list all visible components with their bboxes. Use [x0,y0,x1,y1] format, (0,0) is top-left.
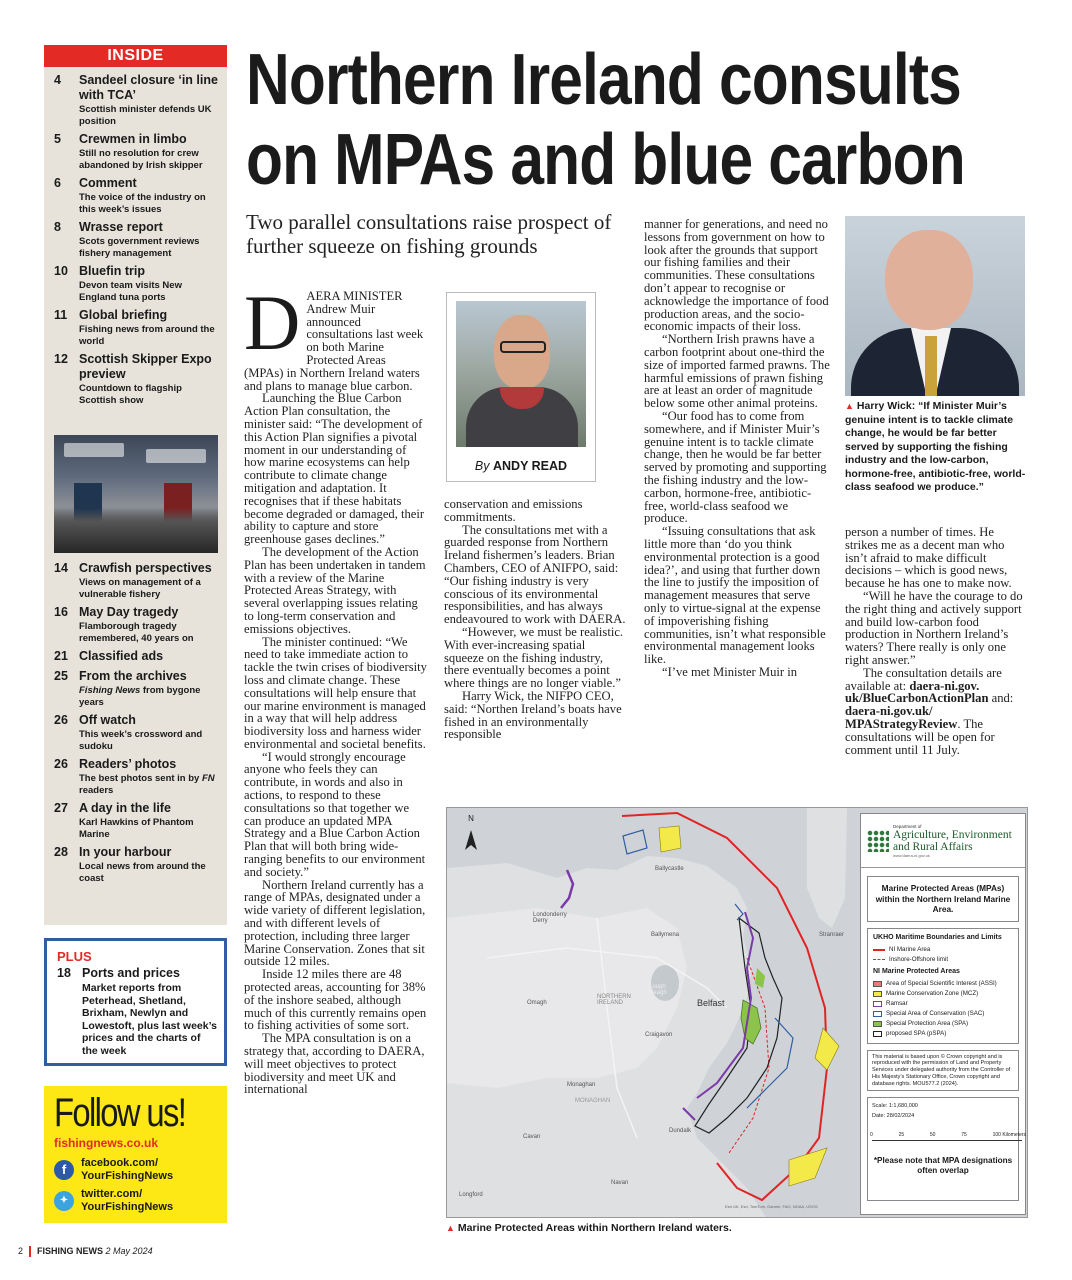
consultation-link[interactable]: daera-ni.gov.uk/ MPAStrategyReview [845,704,958,731]
paragraph: The consultation details are available at: daera-ni.gov. uk/BlueCarbonActionPlan and: daera-ni.gov.uk/ MPAStrategyReview. The consultations will be open for comment until 11 July. [845,665,1014,757]
harry-wick-caption: ▲ Harry Wick: “If Minister Muir’s genuine intent is to tackle climate change, he would be far better served by supporting the fishing industry and the low-carbon, hormone-free, antibiotic-free, world-class seafood we produce.” [845,400,1026,493]
north-arrow-icon: N [468,814,474,823]
mpa-map [446,807,1028,1218]
contents-description: Local news from around the coast [79,861,206,884]
paragraph: Launching the Blue Carbon Action Plan consultation, the minister said: “The development of this Action Plan signifies a pivotal moment in our understanding of how marine ecosystems can help contribute to climate change mitigation and adaptation. It recognises that if these habitats become degraded or damaged, their ability to capture and store greenhouse gases declines.” [244,391,425,547]
caption-triangle-icon: ▲ [845,401,854,411]
paragraph: “However, we must be realistic. With ever-increasing spatial squeeze on the fishing industry, there eventually becomes a point where things are no longer viable.” [444,624,624,691]
contents-item[interactable] [54,845,221,884]
legend-row: Area of Special Scientific Interest (ASSI) [873,979,1013,989]
map-place-label: Longford [459,1192,483,1198]
map-place-label: Cavan [523,1134,541,1140]
contents-item[interactable] [54,669,221,708]
contents-title: In your harbour [79,845,172,859]
harry-wick-portrait [845,216,1025,396]
contents-page-number: 26 [54,713,68,727]
follow-us-box [44,1086,227,1223]
contents-item[interactable] [54,561,221,600]
contents-description: Views on management of a vulnerable fishery [79,577,201,600]
twitter-link[interactable] [54,1188,217,1213]
contents-title: Bluefin trip [79,264,145,278]
page-number: 2 [18,1246,24,1256]
plus-title: Ports and prices [82,966,180,980]
map-place-label: Craigavon [645,1032,673,1038]
contents-title: Global briefing [79,308,168,322]
map-place-label: Ballycastle [655,866,684,872]
headline-line-2: on MPAs and blue carbon [246,120,965,200]
twitter-text: twitter.com/ YourFishingNews [81,1188,174,1213]
headline-line-1: Northern Ireland consults [246,40,961,120]
contents-list-continued [54,561,221,889]
contents-description: Scots government reviews fishery management [79,236,200,259]
paragraph: Inside 12 miles there are 48 protected areas, accounting for 38% of the inshore seabed, although much of this currently remains open to fishing activities of some sort. [244,967,427,1033]
paragraph: “I would strongly encourage anyone who feels they can contribute, in words and also in actions, to respond to these consultations so that together we can produce an updated MPA Strategy and a Blue Carbon Action Plan that will both bring wide-ranging benefits to our environment and society.” [244,749,426,879]
contents-title: Scottish Skipper Expo preview [79,352,212,381]
plus-item[interactable] [57,966,217,1057]
overlap-note: *Please note that MPA designations often overlap [873,1156,1013,1176]
map-region-label: NORTHERN IRELAND [597,994,631,1006]
paragraph: “Our food has to come from somewhere, and if Minister Muir’s genuine intent is to tackle climate change, then he would be far better served by promoting and supporting the fishing industry and the low-carbon, hormone-free, antibiotic-free, world-class seafood we produce. [644,408,827,526]
plus-box [44,938,227,1066]
paragraph: “Will he have the courage to do the right thing and actively support and build low-carbon food production in Northern Ireland’s waters? There really is only one right answer.” [845,588,1023,667]
contents-title: Comment [79,176,137,190]
contents-item[interactable] [54,220,221,259]
paragraph: conservation and emissions commitments. [444,497,583,524]
legend-row: Marine Conservation Zone (MCZ) [873,989,1013,999]
article-column-3 [644,218,830,679]
paragraph: person a number of times. He strikes me as a decent man who isn’t afraid to make difficult decisions – which is good news, because he has one to make now. [845,525,1012,591]
contents-item[interactable] [54,73,221,127]
contents-page-number: 27 [54,801,68,815]
contents-description: Fishing news from around the world [79,324,215,347]
contents-sidebar [44,45,227,925]
contents-item[interactable] [54,605,221,644]
contents-title: Wrasse report [79,220,163,234]
contents-title: Crewmen in limbo [79,132,187,146]
contents-item[interactable] [54,757,221,796]
contents-item[interactable] [54,176,221,215]
contents-page-number: 5 [54,132,61,146]
paragraph: The consultations met with a guarded response from Northern Ireland fishermen’s leaders. Brian Chambers, CEO of ANIFPO, said: “Our fishing industry is very conscious of its environmental responsibilities, and has always endeavoured to work with DAERA. [444,522,626,627]
byline: By ANDY READ [474,459,568,473]
contents-item[interactable] [54,801,221,840]
map-place-label: Belfast [697,998,725,1008]
map-place-label: Stranraer [819,932,845,938]
contents-title: Crawfish perspectives [79,561,212,575]
drop-cap: D [244,279,301,366]
contents-title: Classified ads [79,649,164,663]
contents-description: Countdown to flagship Scottish show [79,383,182,406]
map-place-label: Dundalk [669,1128,692,1134]
contents-page-number: 28 [54,845,68,859]
map-copyright: This material is based upon © Crown copyright and is reproduced with the permission of Land and Property Services under delegated authority from the Controller of His Majesty’s Stationary Office, Crown copyright and database rights. MOU577.2 (2024). [867,1050,1019,1092]
page-footer [18,1246,153,1257]
contents-item[interactable] [54,649,221,664]
facebook-text: facebook.com/ YourFishingNews [81,1157,174,1182]
legend-row: Ramsar [873,999,1013,1009]
map-caption: ▲ Marine Protected Areas within Northern Ireland waters. [446,1222,732,1234]
paragraph: manner for generations, and need no lessons from government on how to look after the grounds that support our fishing families and their communities. These consultations don’t appear to recognise or acknowledge the importance of food production areas, and the socio-economic impacts of their loss. [644,217,829,334]
headline [246,40,965,200]
contents-title: Off watch [79,713,136,727]
contents-description: Karl Hawkins of Phantom Marine [79,817,194,840]
contents-item[interactable] [54,264,221,303]
scale-ticks: 0 25 50 75 100 Kilometers [870,1132,1026,1139]
contents-page-number: 10 [54,264,68,278]
issue-date: 2 May 2024 [105,1246,153,1256]
department-name: Agriculture, Environment and Rural Affairs [893,828,1012,853]
map-scale-box: Scale: 1:1,680,000 Date: 28/02/2024 0 25 50 75 100 Kilometers *Please note that MPA designations often overlap [867,1097,1019,1201]
paragraph: The development of the Action Plan has been undertaken in tandem with a review of the Marine Protected Areas Strategy, with several overlapping issues relating to long-term conservation and emissions objectives. [244,544,426,636]
map-place-label: Navan [611,1180,629,1186]
contents-title: A day in the life [79,801,171,815]
legend-row: Special Protection Area (SPA) [873,1019,1013,1029]
plus-page-number: 18 [57,966,71,980]
map-region-label: MONAGHAN [575,1098,611,1104]
contents-description: Scottish minister defends UK position [79,104,212,127]
contents-title: From the archives [79,669,187,683]
byline-photo-box [446,292,596,482]
map-place-label: Lough Neagh [649,984,667,996]
contents-item[interactable] [54,352,221,406]
contents-page-number: 6 [54,176,61,190]
facebook-icon: f [54,1160,74,1180]
contents-item[interactable] [54,713,221,752]
contents-description: Still no resolution for crew abandoned by Irish skipper [79,148,203,171]
caption-triangle-icon: ▲ [446,1223,455,1233]
paragraph: Northern Ireland currently has a range of MPAs, designated under a wide variety of different legislation, and with different levels of protection, including three larger Marine Conservation. Zones that sit outside 12 miles. [244,877,426,969]
legend-row: proposed SPA (pSPA) [873,1029,1013,1039]
map-attribution: Esri UK, Esri, TomTom, Garmin, FAO, NOAA, USGS [725,1204,818,1209]
contents-page-number: 21 [54,649,68,663]
scale-bar [872,1140,1022,1143]
paragraph: “I’ve met Minister Muir in [662,664,798,679]
standfirst: Two parallel consultations raise prospect of further squeeze on fishing grounds [246,210,612,258]
paragraph: “Issuing consultations that ask little more than ‘do you think environmental protection is a good idea?’, and using that further down the line to justify the imposition of management measures that serve only to virtue-signal at the expense of impoverishing fishing communities, isn’t what responsible environmental management looks like. [644,524,826,667]
contents-page-number: 16 [54,605,68,619]
legend-row: NI Marine Area [873,945,1013,955]
consultation-link[interactable]: daera-ni.gov. uk/BlueCarbonActionPlan [845,678,989,706]
contents-description: Fishing News from bygone years [79,685,201,708]
article-column-1 [244,279,428,1097]
inside-header: INSIDE [44,45,227,67]
contents-description: The voice of the industry on this week’s issues [79,192,206,215]
website-link[interactable]: fishingnews.co.uk [54,1136,159,1150]
map-legend [860,813,1026,1215]
legend-row: Special Area of Conservation (SAC) [873,1009,1013,1019]
daera-logo: Department of Agriculture, Environment and Rural Affairs www.daera-ni.gov.uk [861,814,1025,868]
contents-description: The best photos sent in by FN readers [79,773,215,796]
paragraph: “Northern Irish prawns have a carbon footprint about one-third the size of imported farmed prawns. The harmful emissions of prawn fishing are at least an order of magnitude below some other animal proteins. [644,332,830,411]
contents-title: Readers’ photos [79,757,177,771]
contents-item[interactable] [54,308,221,347]
legend-row: Inshore-Offshore limit [873,955,1013,965]
paragraph: Harry Wick, the NIFPO CEO, said: “Northen Ireland’s boats have fished in an environmentally responsible [444,688,622,742]
contents-list [44,67,227,406]
follow-us-title: Follow us! [54,1091,186,1135]
author-portrait [456,301,586,447]
map-place-label: Omagh [527,1000,547,1006]
contents-item[interactable] [54,132,221,171]
legend-title: Marine Protected Areas (MPAs) within the Northern Ireland Marine Area. [867,876,1019,922]
plus-description: Market reports from Peterhead, Shetland, Brixham, Newlyn and Lowestoft, plus last week’s prices and the charts of the week [82,982,217,1057]
paragraph: The minister continued: “We need to take immediate action to tackle the twin crises of biodiversity loss and climate change. These consultations will help ensure that our marine environment is managed in a way that will help address biodiversity loss and harness wider environmental and societal benefits. [244,634,427,751]
map-place-label: Monaghan [567,1082,596,1088]
contents-title: Sandeel closure ‘in line with TCA’ [79,73,218,102]
facebook-link[interactable] [54,1157,217,1182]
map-place-label: Ballymena [651,932,680,938]
contents-description: Devon team visits New England tuna ports [79,280,182,303]
contents-page-number: 12 [54,352,68,366]
contents-page-number: 4 [54,73,61,87]
contents-description: This week’s crossword and sudoku [79,729,203,752]
contents-page-number: 11 [54,308,68,322]
paragraph: The MPA consultation is on a strategy that, according to DAERA, will meet objectives to protect biodiversity and meet UK and international [244,1031,425,1097]
article-column-4 [845,526,1025,756]
article-column-2 [444,498,628,741]
contents-page-number: 14 [54,561,68,575]
expo-crowd-photo [54,435,218,553]
daera-logo-icon [867,830,889,852]
contents-page-number: 25 [54,669,68,683]
map-place-label: Londonderry Derry [533,912,567,924]
paragraph: AERA MINISTER Andrew Muir announced consultations last week on both Marine Protected Areas (MPAs) in Northern Ireland waters and plans to manage blue carbon. [244,289,424,393]
contents-page-number: 8 [54,220,61,234]
contents-page-number: 26 [54,757,68,771]
twitter-bird-icon: ✦ [54,1191,74,1211]
legend-key: UKHO Maritime Boundaries and Limits NI Marine Area Inshore-Offshore limit NI Marine Protected Areas Area of Special Scientific Interest (ASSI) Marine Conservation Zone (MCZ) Ramsar Special Area of Conservation (SAC) Special Protection Area (SPA) proposed SPA (pSPA) [867,928,1019,1044]
contents-description: Flamborough tragedy remembered, 40 years on [79,621,194,644]
publication-name: FISHING NEWS [37,1246,104,1256]
contents-title: May Day tragedy [79,605,179,619]
plus-label: PLUS [57,949,92,964]
